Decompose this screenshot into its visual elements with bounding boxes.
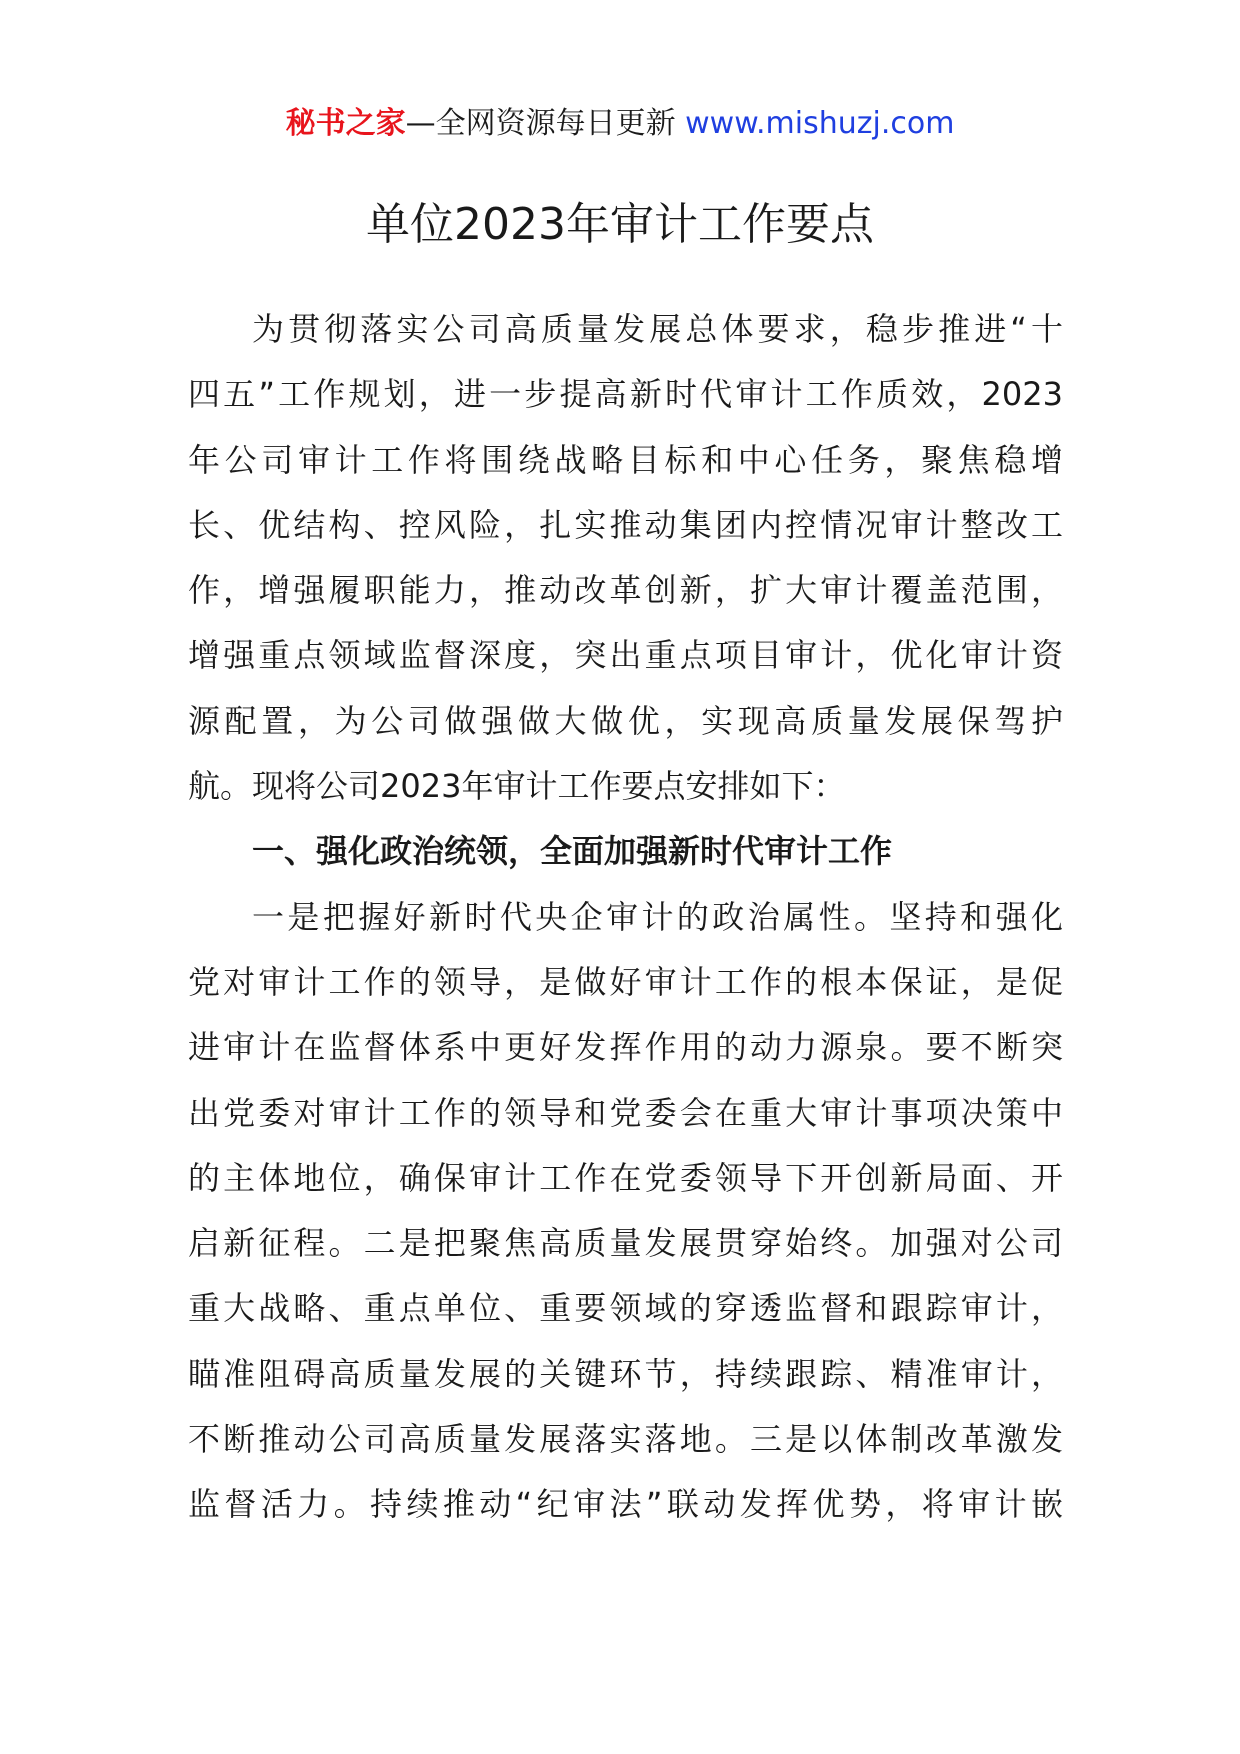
paragraph-line: 长、优结构、控风险，扎实推动集团内控情况审计整改工 xyxy=(188,505,1063,544)
watermark-header xyxy=(0,100,1240,148)
brand-name: 秘书之家 xyxy=(285,106,406,141)
paragraph-line: 航。现将公司2023年审计工作要点安排如下： xyxy=(188,767,846,806)
header-tagline: —全网资源每日更新 xyxy=(405,106,686,141)
paragraph-line: 的主体地位，确保审计工作在党委领导下开创新局面、开 xyxy=(188,1158,1063,1197)
paragraph-line: 四五”工作规划，进一步提高新时代审计工作质效，2023 xyxy=(188,375,1063,414)
paragraph-line: 出党委对审计工作的领导和党委会在重大审计事项决策中 xyxy=(188,1093,1063,1132)
section-heading: 一、强化政治统领，全面加强新时代审计工作 xyxy=(252,832,893,871)
document-body xyxy=(188,297,1063,1538)
paragraph-line: 作，增强履职能力，推动改革创新，扩大审计覆盖范围， xyxy=(188,571,1063,610)
paragraph-line: 党对审计工作的领导，是做好审计工作的根本保证，是促 xyxy=(188,962,1063,1001)
paragraph-line: 重大战略、重点单位、重要领域的穿透监督和跟踪审计， xyxy=(188,1289,1063,1328)
paragraph-line: 为贯彻落实公司高质量发展总体要求，稳步推进“十 xyxy=(252,310,1063,348)
paragraph-line: 源配置，为公司做强做大做优，实现高质量发展保驾护 xyxy=(188,701,1063,740)
paragraph-line: 一是把握好新时代央企审计的政治属性。坚持和强化 xyxy=(252,897,1063,936)
paragraph-line: 年公司审计工作将围绕战略目标和中心任务，聚焦稳增 xyxy=(188,440,1063,479)
paragraph-line: 进审计在监督体系中更好发挥作用的动力源泉。要不断突 xyxy=(188,1028,1063,1067)
website-link[interactable]: www.mishuzj.com xyxy=(685,106,955,141)
paragraph-line: 增强重点领域监督深度，突出重点项目审计，优化审计资 xyxy=(188,636,1063,675)
paragraph-line: 启新征程。二是把聚焦高质量发展贯穿始终。加强对公司 xyxy=(188,1224,1063,1263)
paragraph-line: 监督活力。持续推动“纪审法”联动发挥优势，将审计嵌 xyxy=(188,1485,1063,1524)
document-title: 单位2023年审计工作要点 xyxy=(366,199,874,250)
paragraph-line: 瞄准阻碍高质量发展的关键环节，持续跟踪、精准审计， xyxy=(188,1354,1063,1393)
paragraph-line: 不断推动公司高质量发展落实落地。三是以体制改革激发 xyxy=(188,1420,1063,1459)
